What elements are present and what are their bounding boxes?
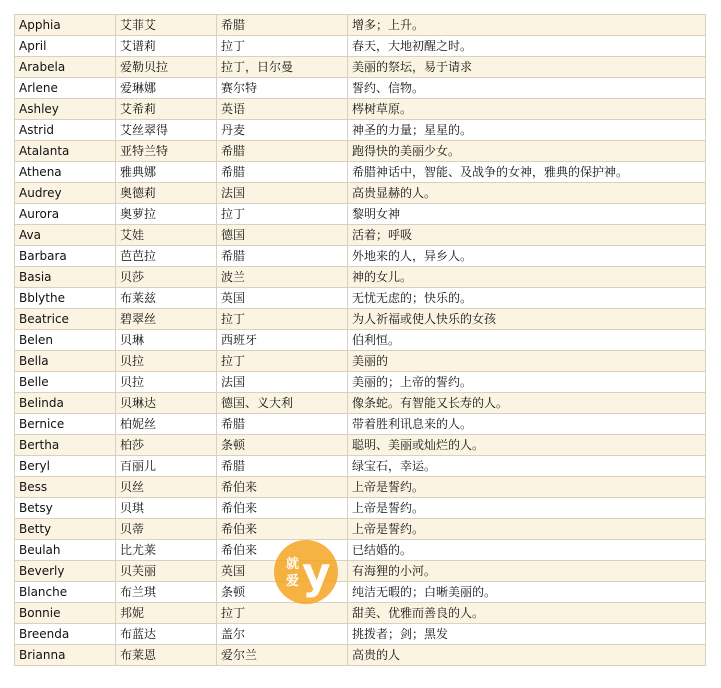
origin-cell: 英国 [217,288,348,309]
english-name-cell: Breenda [15,624,116,645]
watermark-char-2: 爱 [286,574,300,589]
table-row [15,99,706,120]
meaning-cell: 已结婚的。 [348,540,706,561]
table-row [15,15,706,36]
english-name-cell: Barbara [15,246,116,267]
origin-cell: 条顿 [217,435,348,456]
origin-cell: 德国、义大利 [217,393,348,414]
table-row [15,36,706,57]
origin-cell: 希腊 [217,414,348,435]
table-row [15,288,706,309]
chinese-name-cell: 奥德莉 [116,183,217,204]
english-name-cell: Bella [15,351,116,372]
meaning-cell: 增多；上升。 [348,15,706,36]
chinese-name-cell: 布蓝达 [116,624,217,645]
english-name-cell: Arabela [15,57,116,78]
table-row [15,519,706,540]
names-table-body [15,15,706,666]
origin-cell: 拉丁 [217,204,348,225]
table-row [15,78,706,99]
origin-cell: 希伯来 [217,519,348,540]
table-row [15,246,706,267]
chinese-name-cell: 艾丝翠得 [116,120,217,141]
table-row [15,477,706,498]
english-name-cell: Audrey [15,183,116,204]
table-row [15,351,706,372]
english-name-cell: Betsy [15,498,116,519]
english-name-cell: Belen [15,330,116,351]
chinese-name-cell: 布莱恩 [116,645,217,666]
chinese-name-cell: 艾娃 [116,225,217,246]
english-name-cell: Aurora [15,204,116,225]
meaning-cell: 为人祈福或使人快乐的女孩 [348,309,706,330]
english-name-cell: Bess [15,477,116,498]
meaning-cell: 希腊神话中，智能、及战争的女神，雅典的保护神。 [348,162,706,183]
chinese-name-cell: 百丽儿 [116,456,217,477]
english-name-cell: Arlene [15,78,116,99]
origin-cell: 法国 [217,183,348,204]
english-name-cell: April [15,36,116,57]
english-name-cell: Ava [15,225,116,246]
chinese-name-cell: 贝丝 [116,477,217,498]
english-name-cell: Brianna [15,645,116,666]
chinese-name-cell: 艾希莉 [116,99,217,120]
origin-cell: 希腊 [217,162,348,183]
meaning-cell: 高贵的人 [348,645,706,666]
origin-cell: 希腊 [217,456,348,477]
watermark-logo [272,538,340,606]
english-name-cell: Blanche [15,582,116,603]
english-name-cell: Belle [15,372,116,393]
english-name-cell: Athena [15,162,116,183]
origin-cell: 德国 [217,225,348,246]
origin-cell: 法国 [217,372,348,393]
chinese-name-cell: 爱琳娜 [116,78,217,99]
meaning-cell: 纯洁无暇的；白晰美丽的。 [348,582,706,603]
watermark-letter: y [302,548,331,599]
origin-cell: 希伯来 [217,540,348,561]
meaning-cell: 活着；呼吸 [348,225,706,246]
meaning-cell: 像条蛇。有智能又长寿的人。 [348,393,706,414]
chinese-name-cell: 贝琪 [116,498,217,519]
table-row [15,330,706,351]
meaning-cell: 上帝是誓约。 [348,519,706,540]
english-name-cell: Beulah [15,540,116,561]
meaning-cell: 外地来的人，异乡人。 [348,246,706,267]
origin-cell: 拉丁 [217,309,348,330]
meaning-cell: 跑得快的美丽少女。 [348,141,706,162]
table-row [15,120,706,141]
english-name-cell: Bblythe [15,288,116,309]
table-row [15,540,706,561]
table-row [15,603,706,624]
origin-cell: 赛尔特 [217,78,348,99]
english-name-cell: Bertha [15,435,116,456]
english-name-cell: Belinda [15,393,116,414]
english-name-cell: Astrid [15,120,116,141]
chinese-name-cell: 贝拉 [116,351,217,372]
table-row [15,162,706,183]
table-row [15,561,706,582]
meaning-cell: 挑拨者；剑；黑发 [348,624,706,645]
chinese-name-cell: 贝琳达 [116,393,217,414]
meaning-cell: 有海狸的小河。 [348,561,706,582]
origin-cell: 盖尔 [217,624,348,645]
chinese-name-cell: 爱勒贝拉 [116,57,217,78]
chinese-name-cell: 艾菲艾 [116,15,217,36]
origin-cell: 爱尔兰 [217,645,348,666]
origin-cell: 条顿 [217,582,348,603]
table-row [15,57,706,78]
meaning-cell: 甜美、优雅而善良的人。 [348,603,706,624]
chinese-name-cell: 贝蒂 [116,519,217,540]
origin-cell: 拉丁 [217,603,348,624]
origin-cell: 希腊 [217,246,348,267]
table-row [15,267,706,288]
table-row [15,624,706,645]
english-name-cell: Atalanta [15,141,116,162]
table-row [15,183,706,204]
chinese-name-cell: 布兰琪 [116,582,217,603]
chinese-name-cell: 芭芭拉 [116,246,217,267]
meaning-cell: 黎明女神 [348,204,706,225]
origin-cell: 西班牙 [217,330,348,351]
chinese-name-cell: 比尤莱 [116,540,217,561]
origin-cell: 英语 [217,99,348,120]
english-name-cell: Bonnie [15,603,116,624]
chinese-name-cell: 艾谱莉 [116,36,217,57]
table-row [15,414,706,435]
table-row [15,372,706,393]
table-row [15,225,706,246]
chinese-name-cell: 亚特兰特 [116,141,217,162]
origin-cell: 希伯来 [217,477,348,498]
meaning-cell: 美丽的；上帝的誓约。 [348,372,706,393]
chinese-name-cell: 柏妮丝 [116,414,217,435]
origin-cell: 希腊 [217,15,348,36]
meaning-cell: 上帝是誓约。 [348,498,706,519]
table-row [15,435,706,456]
meaning-cell: 梣树草原。 [348,99,706,120]
meaning-cell: 带着胜利讯息来的人。 [348,414,706,435]
meaning-cell: 伯利恒。 [348,330,706,351]
english-names-table [14,14,706,666]
chinese-name-cell: 雅典娜 [116,162,217,183]
table-row [15,645,706,666]
meaning-cell: 绿宝石，幸运。 [348,456,706,477]
english-name-cell: Beverly [15,561,116,582]
table-row [15,141,706,162]
origin-cell: 希腊 [217,141,348,162]
origin-cell: 希伯来 [217,498,348,519]
table-row [15,309,706,330]
english-name-cell: Betty [15,519,116,540]
table-row [15,393,706,414]
table-row [15,498,706,519]
meaning-cell: 美丽的 [348,351,706,372]
english-name-cell: Beatrice [15,309,116,330]
english-name-cell: Basia [15,267,116,288]
meaning-cell: 神圣的力量；星星的。 [348,120,706,141]
meaning-cell: 上帝是誓约。 [348,477,706,498]
chinese-name-cell: 贝芙丽 [116,561,217,582]
english-name-cell: Beryl [15,456,116,477]
origin-cell: 丹麦 [217,120,348,141]
table-row [15,204,706,225]
meaning-cell: 聪明、美丽或灿烂的人。 [348,435,706,456]
meaning-cell: 高贵显赫的人。 [348,183,706,204]
origin-cell: 拉丁 [217,36,348,57]
chinese-name-cell: 布莱兹 [116,288,217,309]
chinese-name-cell: 奥萝拉 [116,204,217,225]
chinese-name-cell: 柏莎 [116,435,217,456]
origin-cell: 波兰 [217,267,348,288]
table-row [15,582,706,603]
meaning-cell: 无忧无虑的；快乐的。 [348,288,706,309]
origin-cell: 拉丁 [217,351,348,372]
meaning-cell: 春天，大地初醒之时。 [348,36,706,57]
chinese-name-cell: 贝琳 [116,330,217,351]
english-name-cell: Ashley [15,99,116,120]
watermark-char-1: 就 [286,557,300,572]
table-row [15,456,706,477]
english-name-cell: Apphia [15,15,116,36]
english-name-cell: Bernice [15,414,116,435]
meaning-cell: 美丽的祭坛，易于请求 [348,57,706,78]
names-table-container [14,14,705,666]
chinese-name-cell: 贝莎 [116,267,217,288]
chinese-name-cell: 碧翠丝 [116,309,217,330]
chinese-name-cell: 邦妮 [116,603,217,624]
meaning-cell: 誓约、信物。 [348,78,706,99]
origin-cell: 英国 [217,561,348,582]
origin-cell: 拉丁，日尔曼 [217,57,348,78]
meaning-cell: 神的女儿。 [348,267,706,288]
chinese-name-cell: 贝拉 [116,372,217,393]
